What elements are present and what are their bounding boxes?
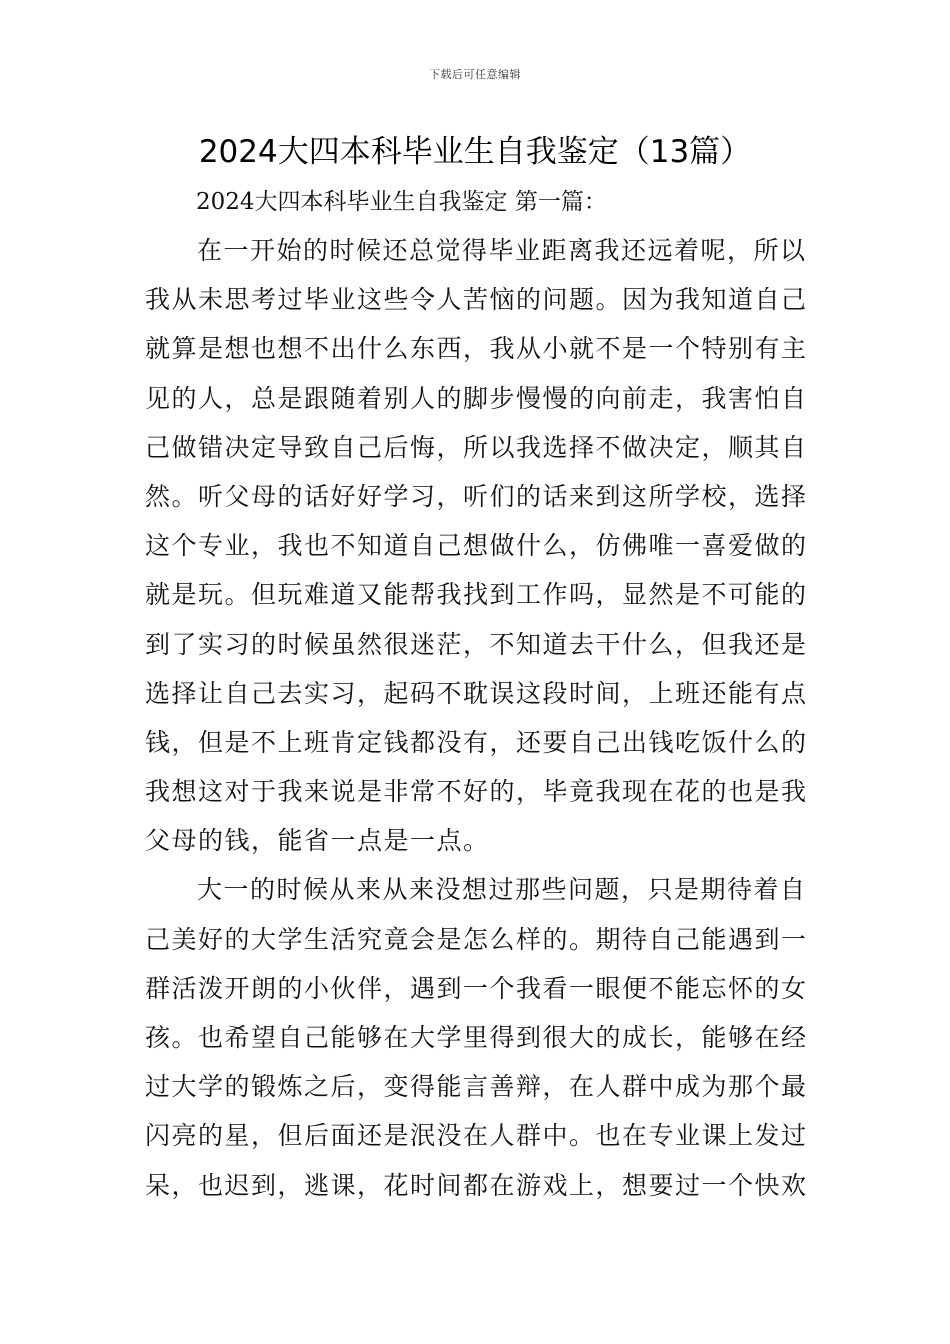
- document-title: 2024大四本科毕业生自我鉴定（13篇）: [198, 134, 752, 170]
- header-note: 下载后可任意编辑: [429, 68, 521, 81]
- section-subtitle: 2024大四本科毕业生自我鉴定 第一篇：: [196, 189, 607, 215]
- text-line: 大一的时候从来从来没想过那些问题，只是期待着自: [197, 875, 807, 905]
- text-line: 我想这对于我来说是非常不好的，毕竟我现在花的也是我: [145, 777, 808, 807]
- text-line: 选择让自己去实习，起码不耽误这段时间，上班还能有点: [145, 678, 808, 708]
- text-line: 这个专业，我也不知道自己想做什么，仿佛唯一喜爱做的: [145, 531, 808, 561]
- text-line: 群活泼开朗的小伙伴，遇到一个我看一眼便不能忘怀的女: [145, 973, 808, 1003]
- text-line: 闪亮的星，但后面还是泯没在人群中。也在专业课上发过: [145, 1121, 808, 1151]
- text-line: 过大学的锻炼之后，变得能言善辩，在人群中成为那个最: [145, 1072, 808, 1102]
- text-line: 钱，但是不上班肯定钱都没有，还要自己出钱吃饭什么的: [145, 727, 808, 757]
- text-line: 就是玩。但玩难道又能帮我找到工作吗，显然是不可能的: [145, 580, 808, 610]
- text-line: 我从未思考过毕业这些令人苦恼的问题。因为我知道自己: [145, 285, 808, 315]
- body-text: [145, 226, 810, 1210]
- paragraph-2: [145, 865, 810, 1209]
- text-line: 己做错决定导致自己后悔，所以我选择不做决定，顺其自: [145, 432, 808, 462]
- text-line: 然。听父母的话好好学习，听们的话来到这所学校，选择: [145, 481, 808, 511]
- text-line: 己美好的大学生活究竟会是怎么样的。期待自己能遇到一: [145, 924, 808, 954]
- text-line: 呆，也迟到，逃课，花时间都在游戏上，想要过一个快欢: [145, 1170, 808, 1200]
- text-line: 父母的钱，能省一点是一点。: [145, 826, 490, 856]
- paragraph-1: [145, 226, 810, 865]
- text-line: 到了实习的时候虽然很迷茫，不知道去干什么，但我还是: [145, 629, 808, 659]
- text-line: 在一开始的时候还总觉得毕业距离我还远着呢，所以: [197, 236, 807, 265]
- text-line: 孩。也希望自己能够在大学里得到很大的成长，能够在经: [145, 1023, 808, 1052]
- text-line: 就算是想也想不出什么东西，我从小就不是一个特别有主: [145, 334, 808, 364]
- text-line: 见的人，总是跟随着别人的脚步慢慢的向前走，我害怕自: [145, 383, 808, 413]
